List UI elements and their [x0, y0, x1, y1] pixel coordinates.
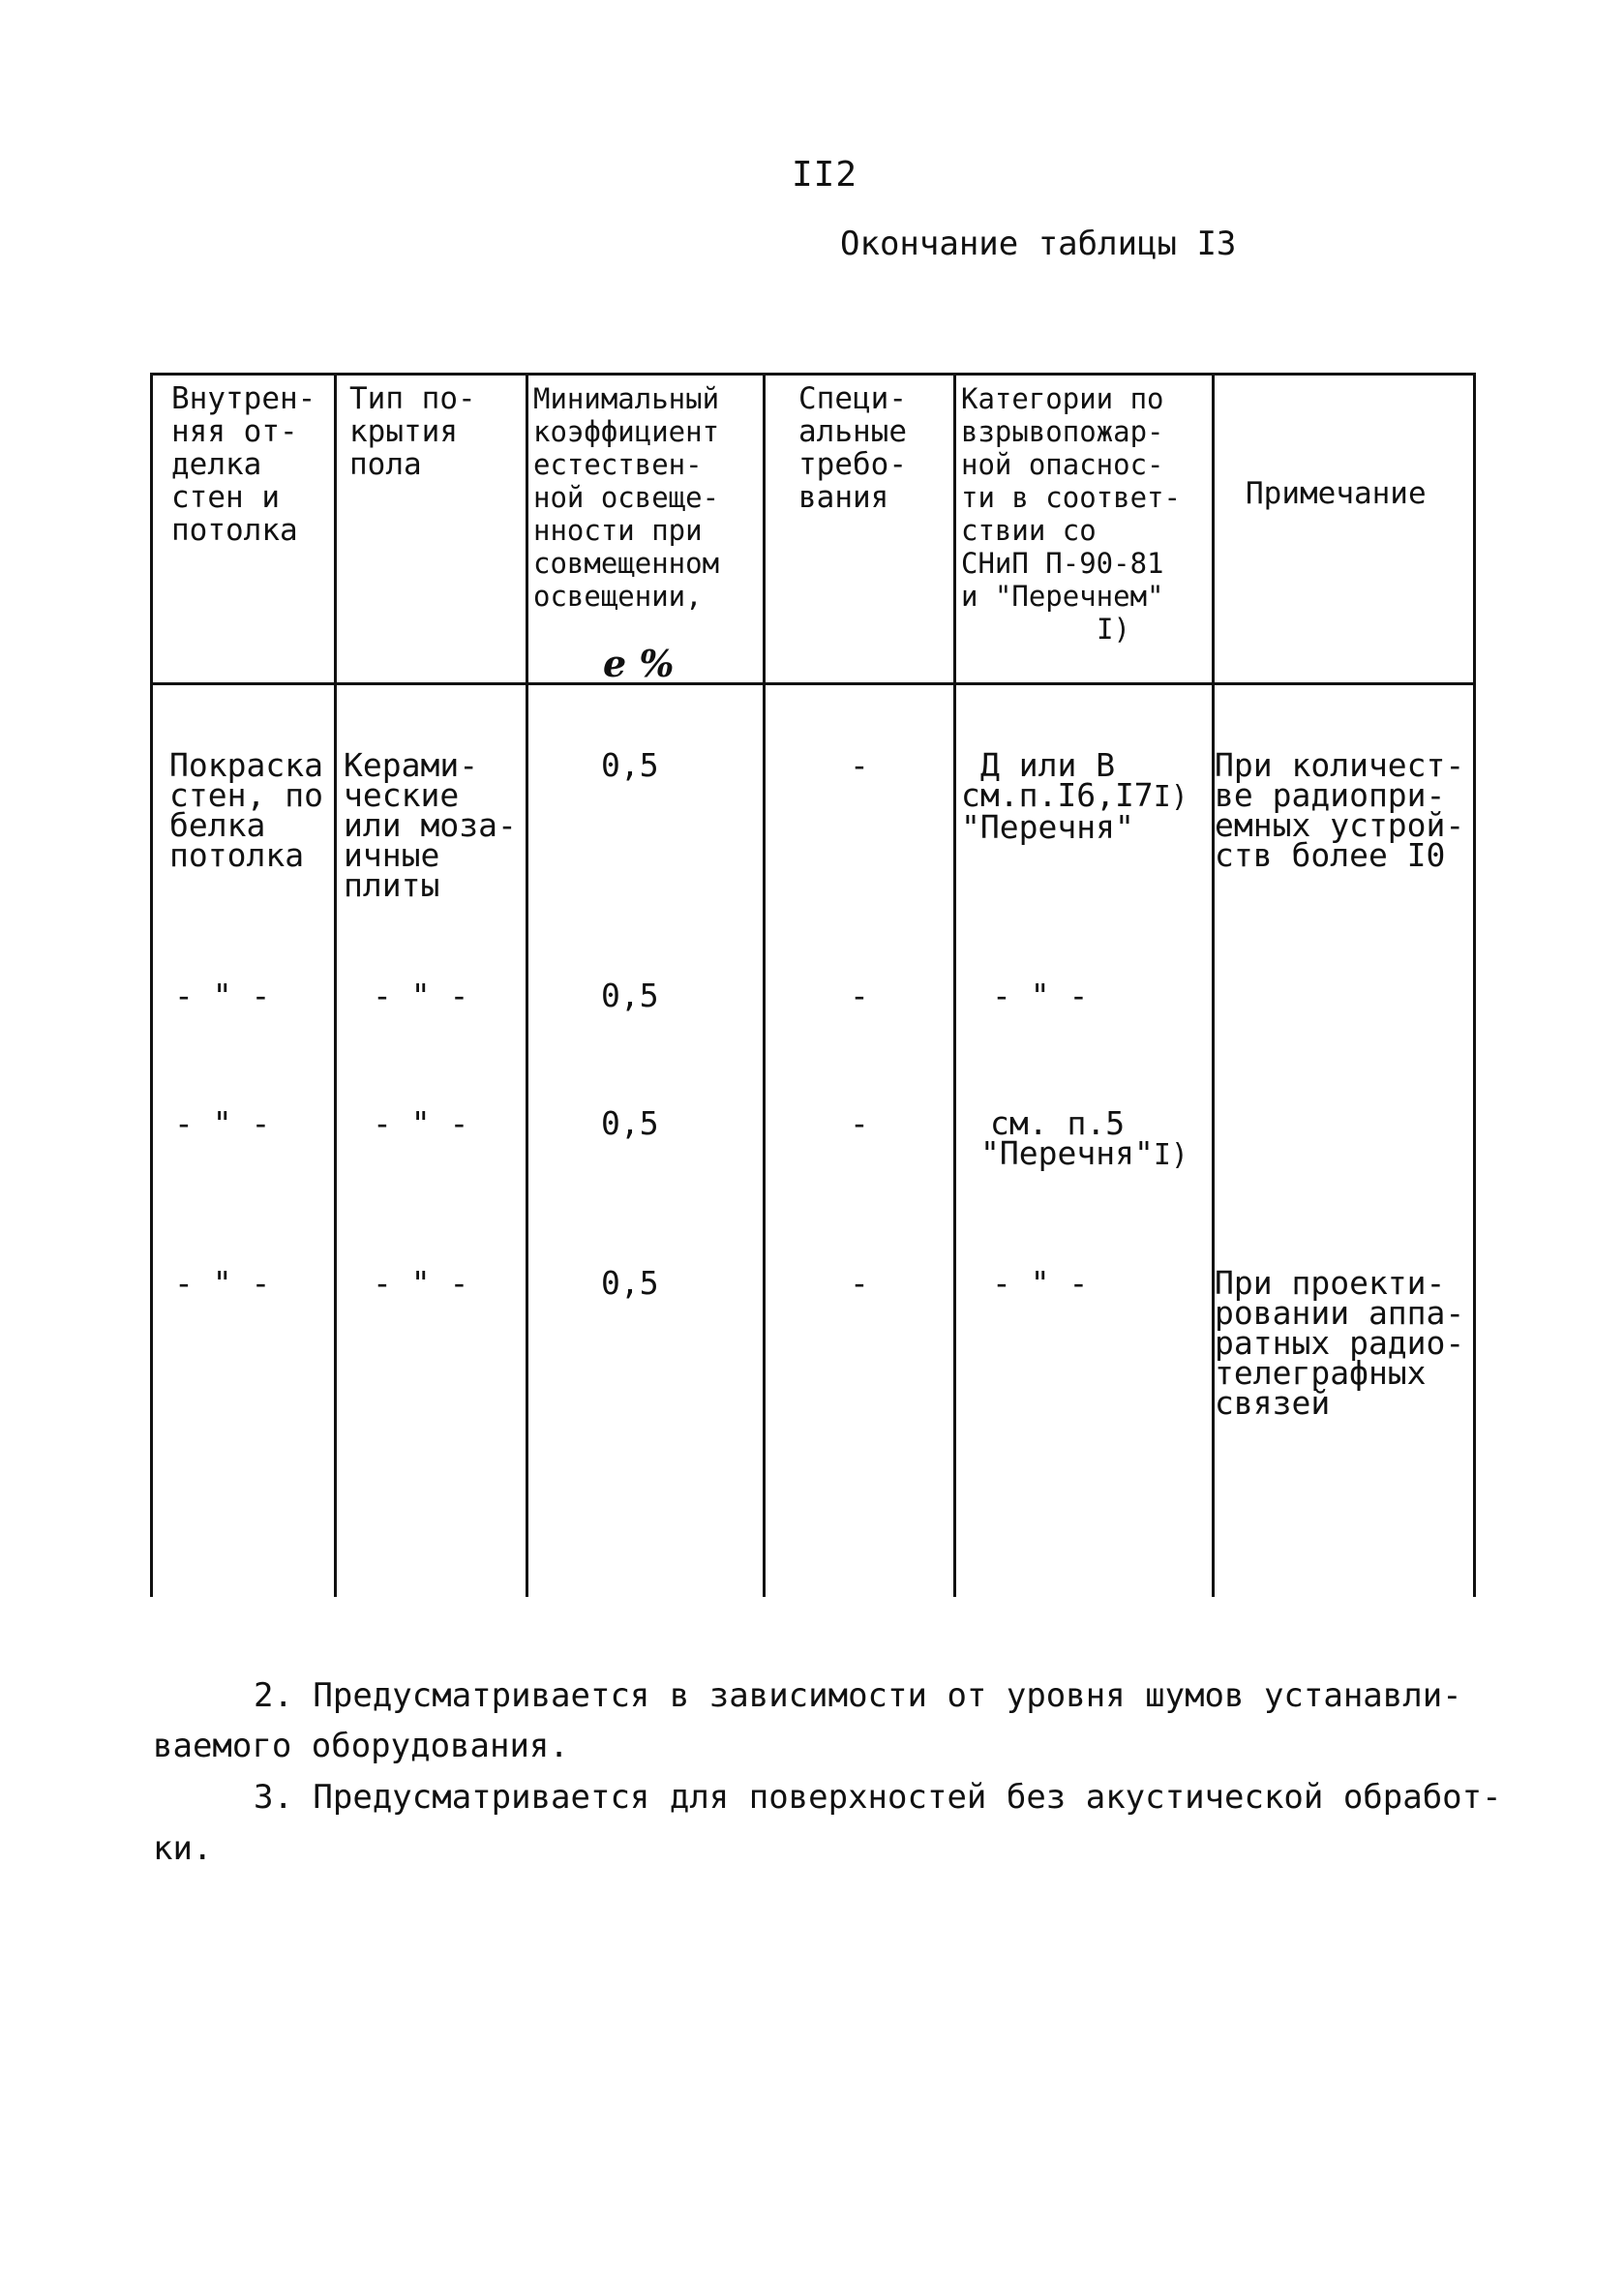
table-row-4-floor: - " -	[373, 1264, 469, 1302]
table-row-4-note: При проекти- ровании аппа- ратных радио- телеграфных связей	[1215, 1264, 1465, 1422]
header-coefficient-symbol: е %	[603, 642, 675, 685]
header-note: Примечание	[1246, 476, 1427, 511]
table-caption: Окончание таблицы I3	[840, 225, 1237, 263]
table-row-2-special: -	[850, 977, 869, 1014]
table-row-2-coefficient: 0,5	[601, 977, 659, 1014]
table-row-3-floor: - " -	[373, 1104, 469, 1142]
table-row-4-finish: - " -	[174, 1264, 271, 1302]
table-row-3-category: см. п.5 "Перечня"I)	[980, 1104, 1188, 1172]
table-row-4-coefficient: 0,5	[601, 1264, 659, 1302]
table-border-left	[150, 373, 153, 1597]
column-divider	[526, 373, 528, 1597]
column-divider	[763, 373, 766, 1597]
table-border-right	[1473, 373, 1476, 1597]
footnote-2-line-1: 2. Предусматривается в зависимости от уровня шумов устанавли-	[254, 1676, 1462, 1715]
table-border-top	[150, 373, 1476, 376]
footnote-2-line-2: ваемого оборудования.	[153, 1727, 569, 1765]
header-special-requirements: Специ- альные требо- вания	[798, 381, 907, 515]
footnote-3-line-2: ки.	[153, 1829, 213, 1868]
data-table	[150, 373, 1476, 1597]
header-daylight-coefficient: Минимальный коэффициент естествен- ной освеще- нности при совмещенном освещении,	[533, 382, 720, 613]
table-row-3-coefficient: 0,5	[601, 1104, 659, 1142]
header-finish: Внутрен- няя от- делка стен и потолка	[171, 381, 316, 548]
table-row-4-category: - " -	[992, 1264, 1089, 1302]
header-fire-category: Категории по взрывопожар- ной опаснос- ти в соответ- ствии со СНиП П-90-81 и "Перечнем" I)	[961, 382, 1181, 646]
header-floor-type: Тип по- крытия пола	[349, 381, 476, 482]
table-row-1-special: -	[850, 746, 869, 784]
header-divider	[150, 682, 1476, 685]
column-divider	[334, 373, 337, 1597]
table-row-1-finish: Покраска стен, по белка потолка	[169, 746, 323, 874]
table-row-2-finish: - " -	[174, 977, 271, 1014]
page-number: II2	[792, 155, 858, 195]
table-row-1-floor: Керами- ческие или моза- ичные плиты	[344, 746, 517, 904]
table-row-1-category: Д или В см.п.I6,I7I) "Перечня"	[961, 746, 1188, 846]
table-row-2-floor: - " -	[373, 977, 469, 1014]
table-row-3-finish: - " -	[174, 1104, 271, 1142]
table-row-3-special: -	[850, 1104, 869, 1142]
column-divider	[953, 373, 956, 1597]
footnote-3-line-1: 3. Предусматривается для поверхностей без акустической обработ-	[254, 1778, 1502, 1817]
table-row-2-category: - " -	[992, 977, 1089, 1014]
table-row-1-coefficient: 0,5	[601, 746, 659, 784]
table-row-4-special: -	[850, 1264, 869, 1302]
table-row-1-note: При количест- ве радиопри- емных устрой- ств более I0	[1215, 746, 1465, 874]
